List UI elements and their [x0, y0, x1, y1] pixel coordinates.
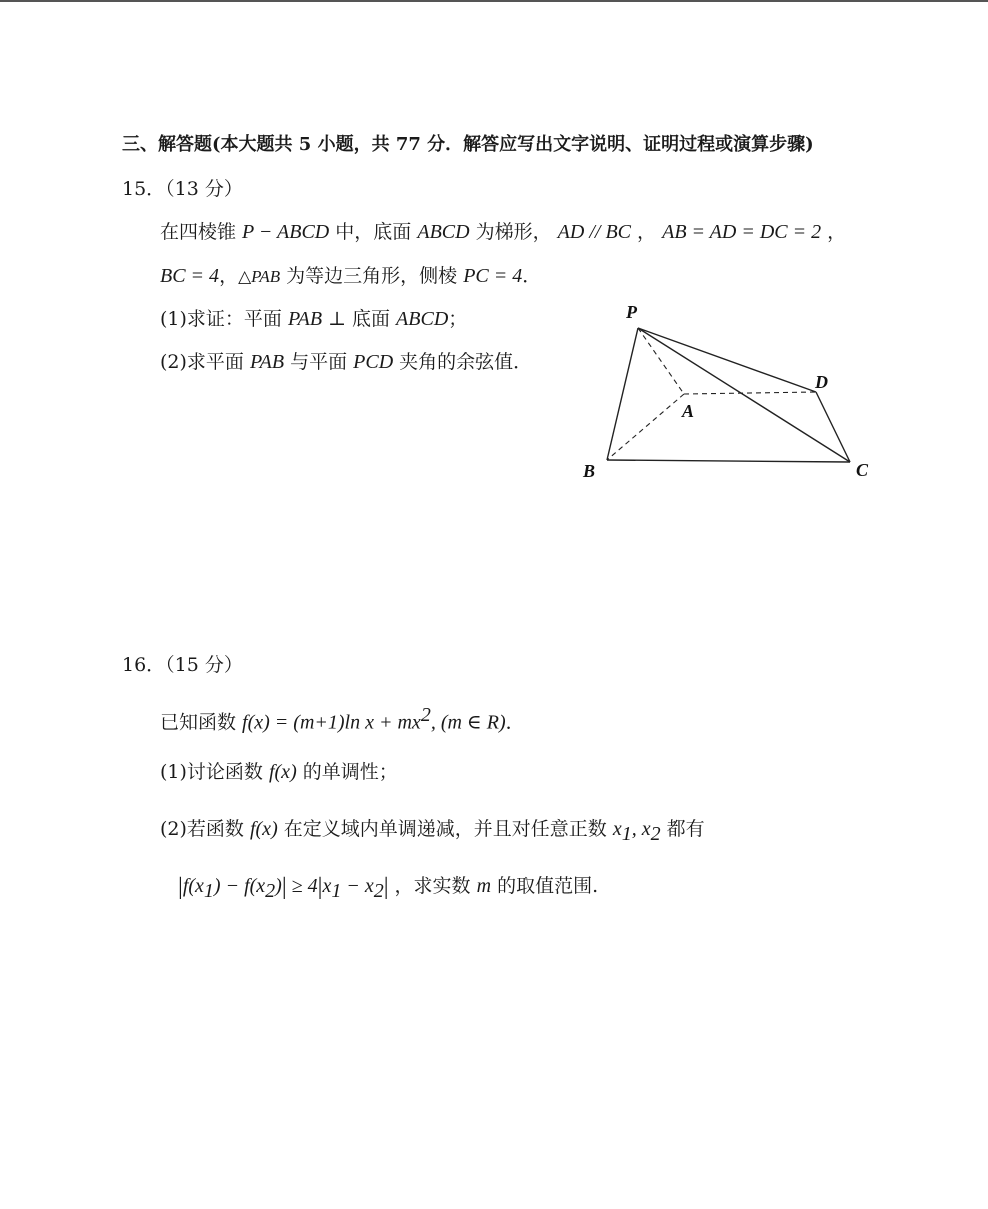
text: 为等边三角形，侧棱 — [280, 265, 464, 287]
question-16-stem — [160, 703, 525, 734]
label-a: A — [682, 401, 695, 421]
math: P − ABCD — [242, 221, 330, 243]
text: 夹角的余弦值． — [393, 351, 533, 373]
math: PC = 4 — [463, 265, 523, 287]
text: ． — [522, 265, 542, 287]
edge-pd — [638, 328, 816, 392]
text: 在定义域内单调递减，并且对任意正数 — [277, 818, 613, 840]
math: ABCD — [396, 308, 449, 330]
question-16-inequality — [178, 874, 598, 903]
text: 都有 — [660, 818, 705, 840]
text: ⊥ 底面 — [322, 308, 397, 330]
math: BC = 4 — [160, 265, 220, 287]
question-15-stem-line-2 — [160, 264, 541, 289]
question-16-part-2 — [160, 817, 705, 846]
top-border — [0, 0, 988, 2]
math: 2 — [265, 879, 276, 902]
math: 2 — [420, 704, 431, 726]
text: ，求实数 — [388, 875, 477, 897]
text: 中，底面 — [329, 221, 418, 243]
label-p: P — [626, 302, 637, 322]
math: PAB — [249, 351, 285, 373]
text: 已知函数 — [160, 711, 243, 734]
math: 1 — [621, 822, 632, 845]
math: AB = AD = DC = 2 — [662, 221, 822, 243]
text: 在四棱锥 — [160, 221, 243, 243]
math: f(x) = (m+1)ln x + mx — [242, 711, 421, 734]
question-15-part-2 — [160, 350, 532, 374]
math: PCD — [353, 351, 394, 373]
text: (1)求证：平面 — [160, 308, 288, 330]
math: ABCD — [417, 221, 470, 243]
math: x — [322, 875, 332, 897]
math: ) — [275, 875, 282, 897]
math: ) − f(x — [213, 875, 266, 897]
section-heading: 三、解答题(本大题共 5 小题，共 77 分．解答应写出文字说明、证明过程或演算步骤) — [122, 134, 814, 155]
text: 为梯形， — [469, 221, 558, 243]
text: (2)若函数 — [160, 818, 250, 840]
question-15-stem-line-1 — [160, 220, 846, 244]
math: 1 — [331, 879, 342, 902]
abs-bar: | — [178, 874, 183, 900]
math: AD // BC — [557, 221, 632, 243]
question-16-part-1 — [160, 760, 398, 784]
text: ； — [448, 308, 468, 330]
edge-ab — [607, 394, 684, 460]
text: 的单调性； — [296, 761, 398, 783]
question-15-part-1 — [160, 307, 467, 331]
math: 1 — [203, 879, 214, 902]
question-15-number: 15．（13 分） — [122, 178, 243, 200]
label-c: C — [856, 460, 869, 480]
text: (1)讨论函数 — [160, 761, 269, 783]
math: ≥ 4 — [286, 875, 318, 897]
math: 2 — [650, 822, 661, 845]
text: ． — [505, 711, 525, 734]
edge-bc — [607, 460, 850, 462]
text: (2)求平面 — [160, 351, 250, 373]
math: f(x) — [249, 818, 278, 840]
text: ， — [821, 221, 847, 243]
abs-bar: | — [281, 874, 287, 900]
edge-ad — [684, 392, 816, 394]
abs-bar: | — [383, 874, 389, 900]
math: , x — [631, 818, 651, 840]
math: 2 — [373, 879, 384, 902]
math: f(x — [182, 875, 204, 897]
math: , (m ∈ R) — [430, 711, 506, 734]
edge-pb — [607, 328, 638, 460]
text: 的取值范围. — [491, 875, 599, 897]
text: ， — [631, 221, 663, 243]
text: ， — [219, 265, 239, 287]
math: f(x) — [268, 761, 297, 783]
math: PAB — [287, 308, 323, 330]
abs-bar: | — [317, 874, 323, 900]
math: m — [476, 875, 492, 897]
math: − x — [341, 875, 374, 897]
pyramid-figure — [570, 298, 890, 488]
text: 与平面 — [284, 351, 354, 373]
edge-pa — [638, 328, 684, 394]
label-b: B — [583, 461, 596, 481]
math: △PAB — [238, 267, 281, 286]
label-d: D — [815, 372, 828, 392]
question-16-number: 16．（15 分） — [122, 654, 243, 676]
math: x — [612, 818, 622, 840]
